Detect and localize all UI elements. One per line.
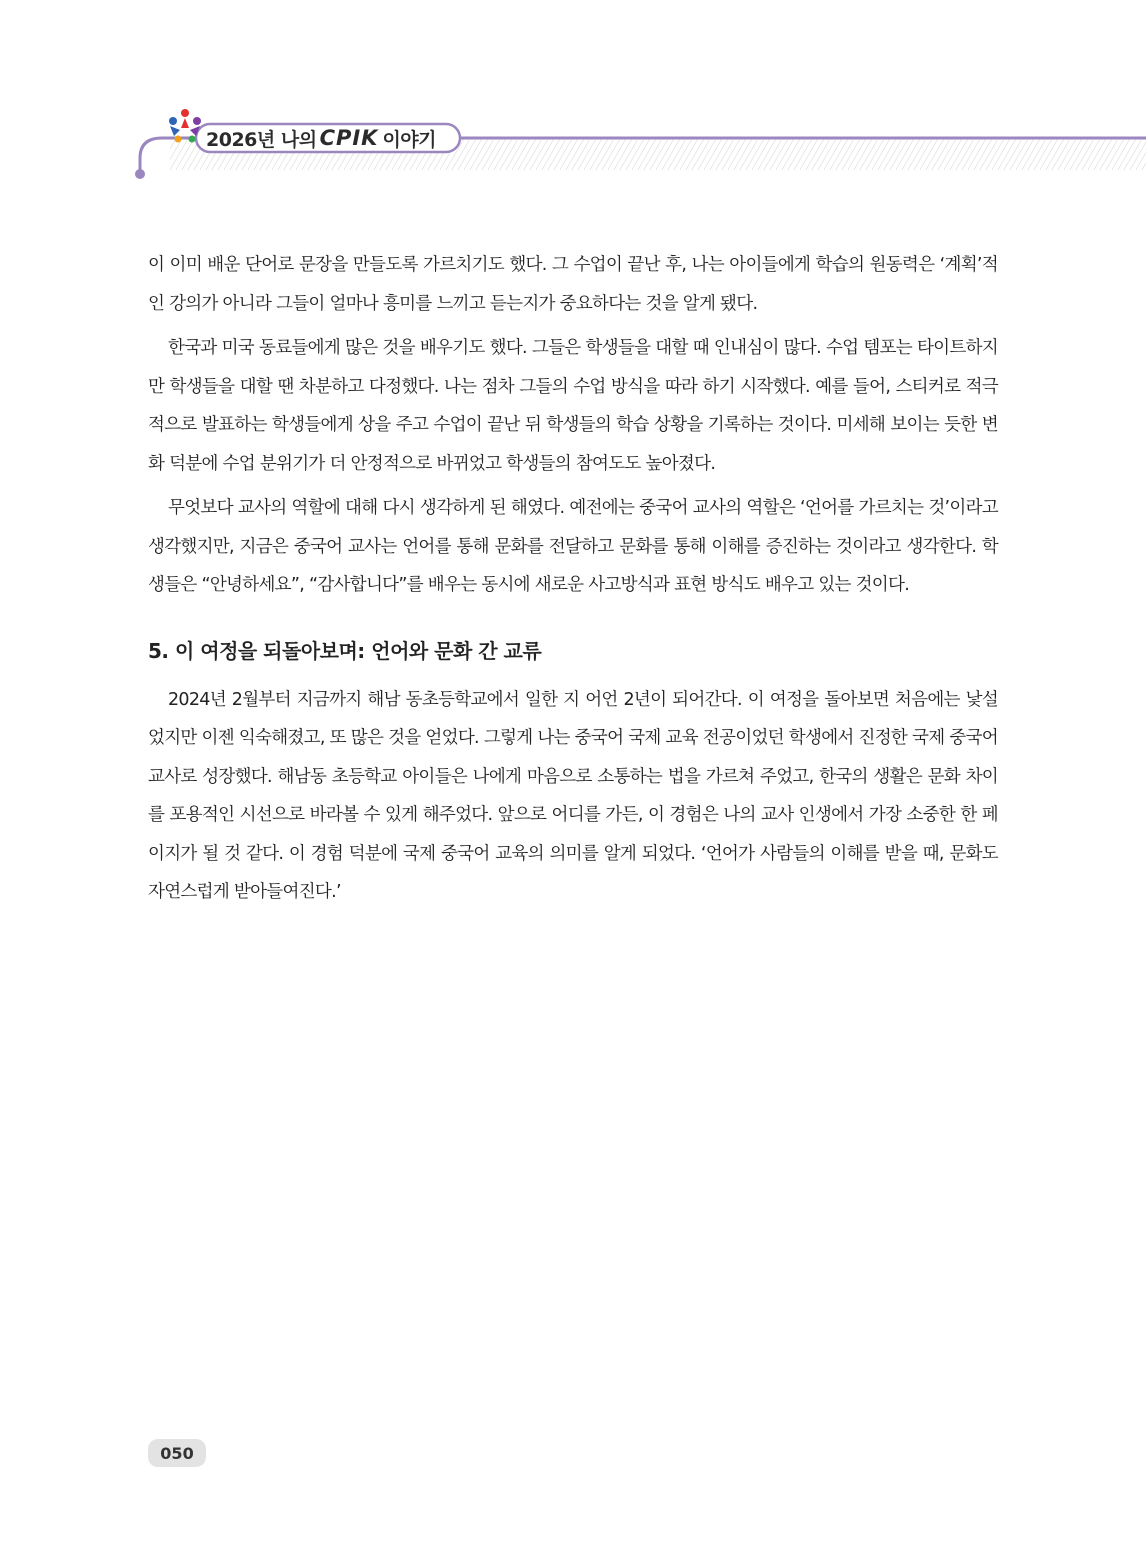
header-title xyxy=(206,124,436,152)
body-paragraph: 2024년 2월부터 지금까지 해남 동초등학교에서 일한 지 어언 2년이 되어간다. 이 여정을 돌아보면 처음에는 낯설었지만 이젠 익숙해졌고, 또 많은 것을 얻었다. 그렇게 나는 중국어 국제 교육 전공이었던 학생에서 진정한 국제 중국어 교사로 성장했다. 해남동 초등학교 아이들은 나에게 마음으로 소통하는 법을 가르쳐 주었고, 한국의 생활은 문화 차이를 포용적인 시선으로 바라볼 수 있게 해주었다. 앞으로 어디를 가든, 이 경험은 나의 교사 인생에서 가장 소중한 한 페이지가 될 것 같다. 이 경험 덕분에 국제 중국어 교육의 의미를 알게 되었다. ‘언어가 사람들의 이해를 받을 때, 문화도 자연스럽게 받아들여진다.’ xyxy=(148,689,998,902)
article-body xyxy=(148,246,998,918)
running-header xyxy=(0,100,1146,190)
section-heading: 5. 이 여정을 되돌아보며: 언어와 문화 간 교류 xyxy=(148,638,542,663)
header-title-prefix: 2026년 나의 xyxy=(206,128,317,151)
header-title-brand: CPIK xyxy=(319,126,379,150)
people-circle-logo-icon xyxy=(166,108,204,144)
body-paragraph: 한국과 미국 동료들에게 많은 것을 배우기도 했다. 그들은 학생들을 대할 때 인내심이 많다. 수업 템포는 타이트하지만 학생들을 대할 땐 차분하고 다정했다. 나는 점차 그들의 수업 방식을 따라 하기 시작했다. 예를 들어, 스티커로 적극적으로 발표하는 학생들에게 상을 주고 수업이 끝난 뒤 학생들의 학습 상황을 기록하는 것이다. 미세해 보이는 듯한 변화 덕분에 수업 분위기가 더 안정적으로 바뀌었고 학생들의 참여도도 높아졌다. xyxy=(148,338,998,474)
page-number-badge: 050 xyxy=(148,1439,206,1467)
body-paragraph: 이 이미 배운 단어로 문장을 만들도록 가르치기도 했다. 그 수업이 끝난 후, 나는 아이들에게 학습의 원동력은 ‘계획’적인 강의가 아니라 그들이 얼마나 흥미를 느끼고 듣는지가 중요하다는 것을 알게 됐다. xyxy=(148,255,998,314)
header-title-suffix: 이야기 xyxy=(382,128,437,151)
body-paragraph: 무엇보다 교사의 역할에 대해 다시 생각하게 된 해였다. 예전에는 중국어 교사의 역할은 ‘언어를 가르치는 것’이라고 생각했지만, 지금은 중국어 교사는 언어를 통해 문화를 전달하고 문화를 통해 이해를 증진하는 것이라고 생각한다. 학생들은 “안녕하세요”, “감사합니다”를 배우는 동시에 새로운 사고방식과 표현 방식도 배우고 있는 것이다. xyxy=(148,498,998,595)
